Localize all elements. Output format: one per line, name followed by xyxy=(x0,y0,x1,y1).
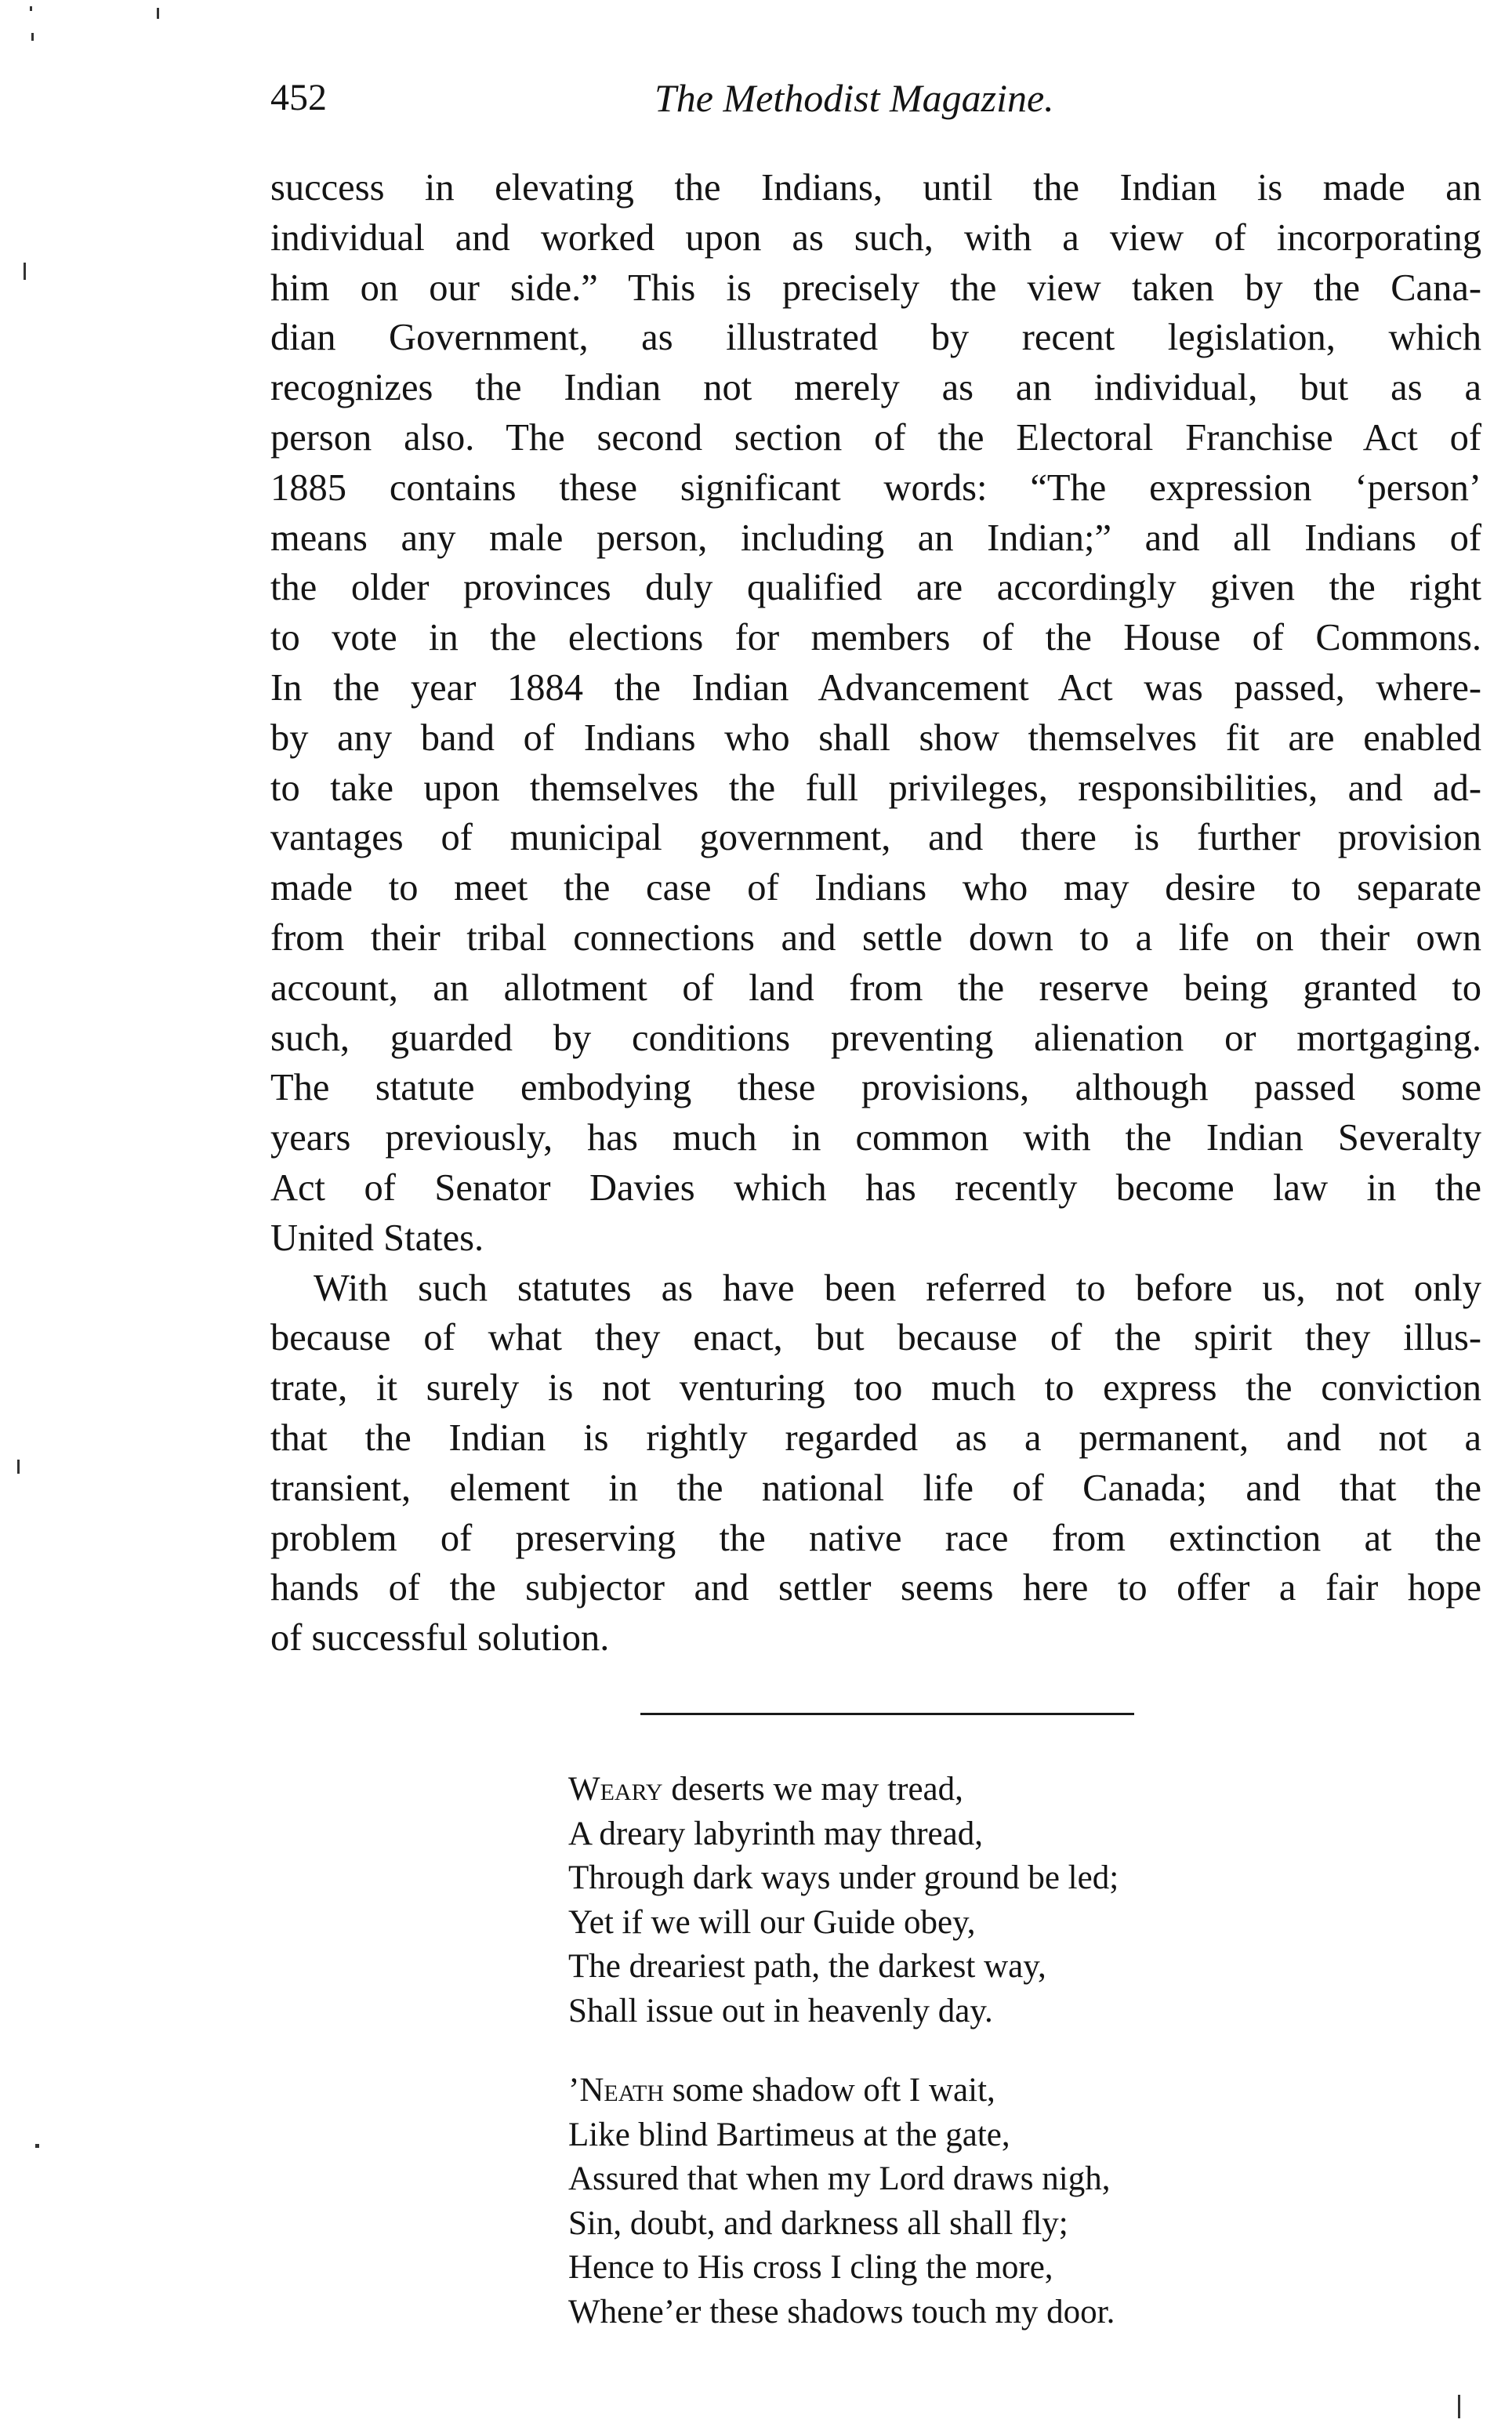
scan-speck xyxy=(35,2144,39,2148)
poem-line-text: some shadow oft I wait, xyxy=(664,2072,995,2109)
poem-line: Shall issue out in heavenly day. xyxy=(568,1992,993,2029)
running-title: The Methodist Magazine. xyxy=(654,76,1054,120)
body-line: account, an allotment of land from the reserve being granted to xyxy=(270,967,1481,1009)
poem-line xyxy=(568,2069,1470,2113)
body-line: Act of Senator Davies which has recently become law in the xyxy=(270,1166,1481,1209)
poem-line: The dreariest path, the darkest way, xyxy=(568,1948,1046,1985)
scan-speck xyxy=(17,1460,20,1474)
page-header xyxy=(270,74,1481,129)
poem-line: Yet if we will our Guide obey, xyxy=(568,1903,976,1941)
body-line: that the Indian is rightly regarded as a permanent, and not a xyxy=(270,1416,1481,1459)
body-line: transient, element in the national life of Canada; and that the xyxy=(270,1467,1481,1509)
stanza-lead-word: ’Neath xyxy=(568,2072,665,2109)
body-line: success in elevating the Indians, until the Indian is made an xyxy=(270,167,1481,209)
scan-speck xyxy=(24,263,26,280)
body-line: hands of the subjector and settler seems here to offer a fair hope xyxy=(270,1567,1481,1609)
body-line: United States. xyxy=(270,1217,484,1259)
body-line: recognizes the Indian not merely as an individual, but as a xyxy=(270,367,1481,409)
body-line: In the year 1884 the Indian Advancement Act was passed, where- xyxy=(270,666,1481,709)
body-line: such, guarded by conditions preventing alienation or mortgaging. xyxy=(270,1017,1481,1059)
body-line: the older provinces duly qualified are accordingly given the right xyxy=(270,567,1481,609)
poem-line: A dreary labyrinth may thread, xyxy=(568,1815,983,1852)
body-line: of successful solution. xyxy=(270,1617,610,1659)
body-line: dian Government, as illustrated by recent legislation, which xyxy=(270,317,1481,359)
scan-speck xyxy=(1458,2395,1460,2418)
body-line: from their tribal connections and settle down to a life on their own xyxy=(270,916,1481,959)
poem-line: Like blind Bartimeus at the gate, xyxy=(568,2116,1010,2153)
poem-stanza xyxy=(568,2069,1470,2334)
body-line: vantages of municipal government, and there is further provision xyxy=(270,817,1481,859)
poem-line: Assured that when my Lord draws nigh, xyxy=(568,2160,1111,2197)
poem-line: Whene’er these shadows touch my door. xyxy=(568,2293,1115,2331)
body-line: to vote in the elections for members of the House of Commons. xyxy=(270,617,1481,659)
scan-speck xyxy=(31,33,34,41)
scan-speck xyxy=(157,8,159,19)
page-number: 452 xyxy=(270,77,327,118)
section-divider xyxy=(640,1713,1134,1715)
poem xyxy=(568,1768,1470,2334)
body-line: because of what they enact, but because of the spirit they illus- xyxy=(270,1317,1481,1359)
body-line: means any male person, including an Indian;” and all Indians of xyxy=(270,517,1481,559)
body-line: to take upon themselves the full privileges, responsibilities, and ad- xyxy=(270,767,1481,809)
body-line: trate, it surely is not venturing too much to express the conviction xyxy=(270,1367,1481,1409)
body-line: by any band of Indians who shall show themselves fit are enabled xyxy=(270,716,1481,759)
poem-line xyxy=(568,1768,1470,1812)
body-line: years previously, has much in common with the Indian Severalty xyxy=(270,1117,1481,1159)
body-line: With such statutes as have been referred to before us, not only xyxy=(314,1267,1481,1309)
scan-speck xyxy=(30,6,32,11)
body-line: The statute embodying these provisions, although passed some xyxy=(270,1067,1481,1109)
body-line: problem of preserving the native race from extinction at the xyxy=(270,1517,1481,1559)
body-line: person also. The second section of the Electoral Franchise Act of xyxy=(270,416,1481,459)
poem-line: Sin, doubt, and darkness all shall fly; xyxy=(568,2204,1068,2242)
stanza-lead-word: Weary xyxy=(568,1771,663,1808)
body-line: made to meet the case of Indians who may desire to separate xyxy=(270,867,1481,909)
body-line: him on our side.” This is precisely the view taken by the Cana- xyxy=(270,267,1481,309)
body-line: 1885 contains these significant words: “The expression ‘person’ xyxy=(270,466,1481,509)
poem-line: Through dark ways under ground be led; xyxy=(568,1859,1119,1896)
article-body xyxy=(270,163,1481,1663)
poem-stanza xyxy=(568,1768,1470,2033)
poem-line-text: deserts we may tread, xyxy=(662,1771,963,1808)
poem-line: Hence to His cross I cling the more, xyxy=(568,2249,1053,2286)
body-line: individual and worked upon as such, with a view of incorporating xyxy=(270,216,1481,259)
